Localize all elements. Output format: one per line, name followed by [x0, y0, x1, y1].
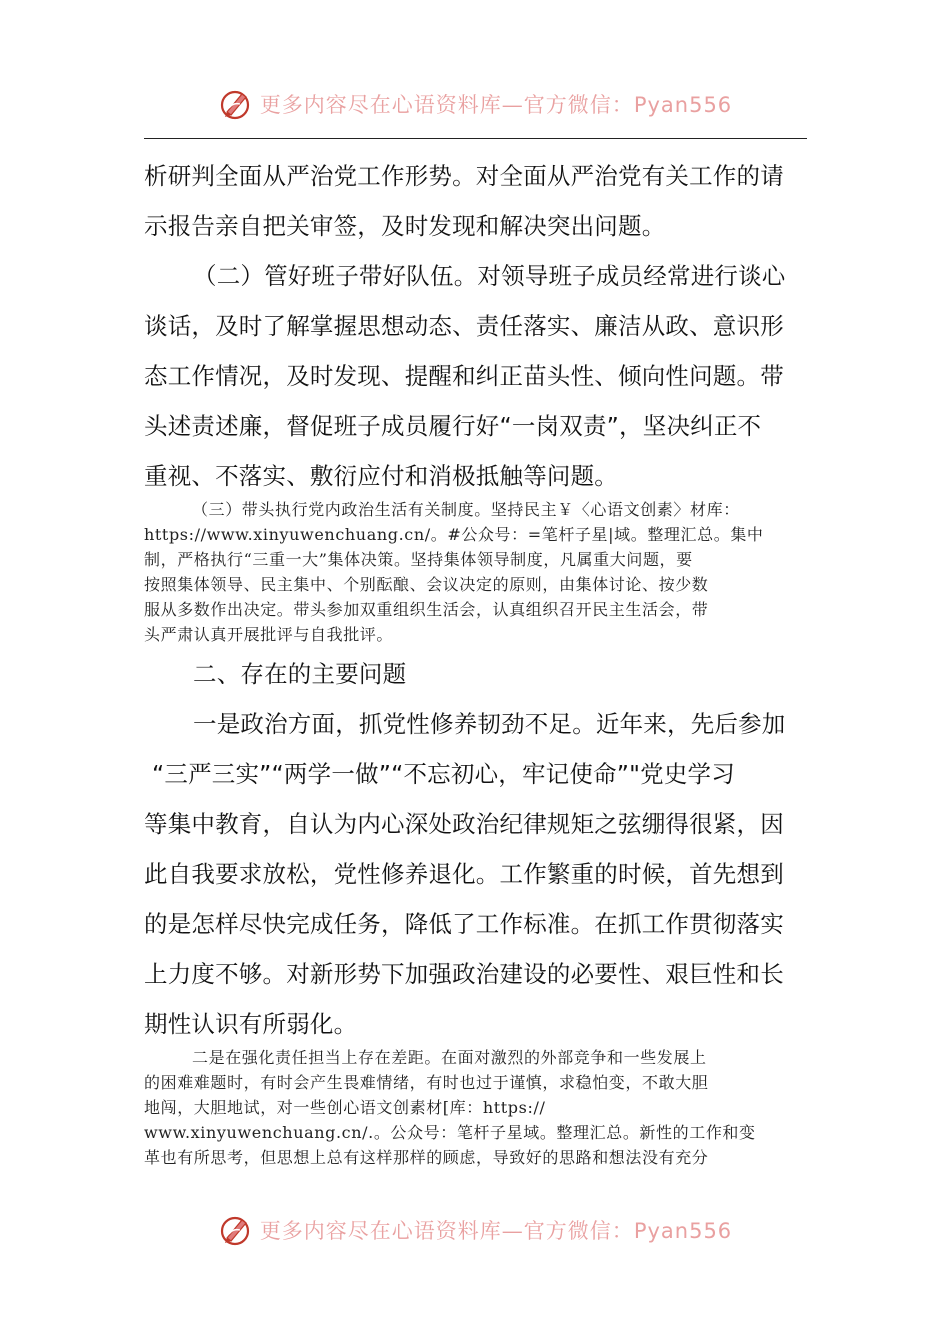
- body-line: 析研判全面从严治党工作形势。对全面从严治党有关工作的请: [144, 162, 784, 190]
- body-line: 示报告亲自把关审签，及时发现和解决突出问题。: [144, 212, 666, 240]
- body-line-small: 革也有所思考，但思想上总有这样那样的顾虑，导致好的思路和想法没有充分: [144, 1148, 709, 1167]
- pen-logo-icon: [218, 1212, 254, 1248]
- body-line: 头述责述廉，督促班子成员履行好“一岗双责”，坚决纠正不: [144, 412, 762, 440]
- body-line: 此自我要求放松，党性修养退化。工作繁重的时候，首先想到: [144, 860, 784, 888]
- footer-banner-label: 更多内容尽在心语资料库—官方微信：: [259, 1219, 634, 1243]
- body-line: 期性认识有所弱化。: [144, 1010, 358, 1038]
- header-wechat-id: Pyan556: [633, 93, 733, 117]
- header-rule: [144, 138, 807, 139]
- body-line: 重视、不落实、敷衍应付和消极抵触等问题。: [144, 462, 618, 490]
- body-line-small: 制，严格执行“三重一大”集体决策。坚持集体领导制度，凡属重大问题，要: [144, 550, 693, 569]
- body-line: 上力度不够。对新形势下加强政治建设的必要性、艰巨性和长: [144, 960, 784, 988]
- pen-logo-icon: [218, 86, 254, 122]
- body-line: 谈话，及时了解掌握思想动态、责任落实、廉洁从政、意识形: [144, 312, 784, 340]
- header-banner: [0, 80, 950, 128]
- section-heading-2: （二）管好班子带好队伍。对领导班子成员经常进行谈心: [193, 262, 786, 290]
- body-line: 一是政治方面，抓党性修养韧劲不足。近年来，先后参加: [193, 710, 786, 738]
- chapter-heading: 二、存在的主要问题: [193, 660, 407, 688]
- body-line-small: 二是在强化责任担当上存在差距。在面对激烈的外部竞争和一些发展上: [192, 1048, 707, 1067]
- header-banner-label: 更多内容尽在心语资料库—官方微信：: [259, 93, 634, 117]
- body-line-small: 按照集体领导、民主集中、个别酝酿、会议决定的原则，由集体讨论、按少数: [144, 575, 709, 594]
- body-line: 等集中教育，自认为内心深处政治纪律规矩之弦绷得很紧，因: [144, 810, 784, 838]
- footer-banner-text: [260, 1215, 732, 1245]
- body-line-small: www.xinyuwenchuang.cn/.。公众号：笔杆子星域。整理汇总。新性的工作和变: [144, 1123, 756, 1142]
- body-line-small: 服从多数作出决定。带头参加双重组织生活会，认真组织召开民主生活会，带: [144, 600, 709, 619]
- body-line: 的是怎样尽快完成任务，降低了工作标准。在抓工作贯彻落实: [144, 910, 784, 938]
- section-heading-3: （三）带头执行党内政治生活有关制度。坚持民主￥〈心语文创素〉材库：: [192, 500, 740, 519]
- body-line-small: 的困难难题时，有时会产生畏难情绪，有时也过于谨慎，求稳怕变，不敢大胆: [144, 1073, 709, 1092]
- footer-wechat-id: Pyan556: [633, 1219, 733, 1243]
- body-line-small: https://www.xinyuwenchuang.cn/。#公众号：=笔杆子星|域。整理汇总。集中: [144, 525, 764, 544]
- footer-banner: [0, 1206, 950, 1254]
- body-line: 态工作情况，及时发现、提醒和纠正苗头性、倾向性问题。带: [144, 362, 784, 390]
- header-banner-text: [260, 89, 732, 119]
- body-line-small: 地闯，大胆地试，对一些创心语文创素材[库：https://: [144, 1098, 546, 1117]
- body-line: “三严三实”“两学一做”“不忘初心，牢记使命”"党史学习: [152, 760, 735, 788]
- body-line-small: 头严肃认真开展批评与自我批评。: [144, 625, 394, 644]
